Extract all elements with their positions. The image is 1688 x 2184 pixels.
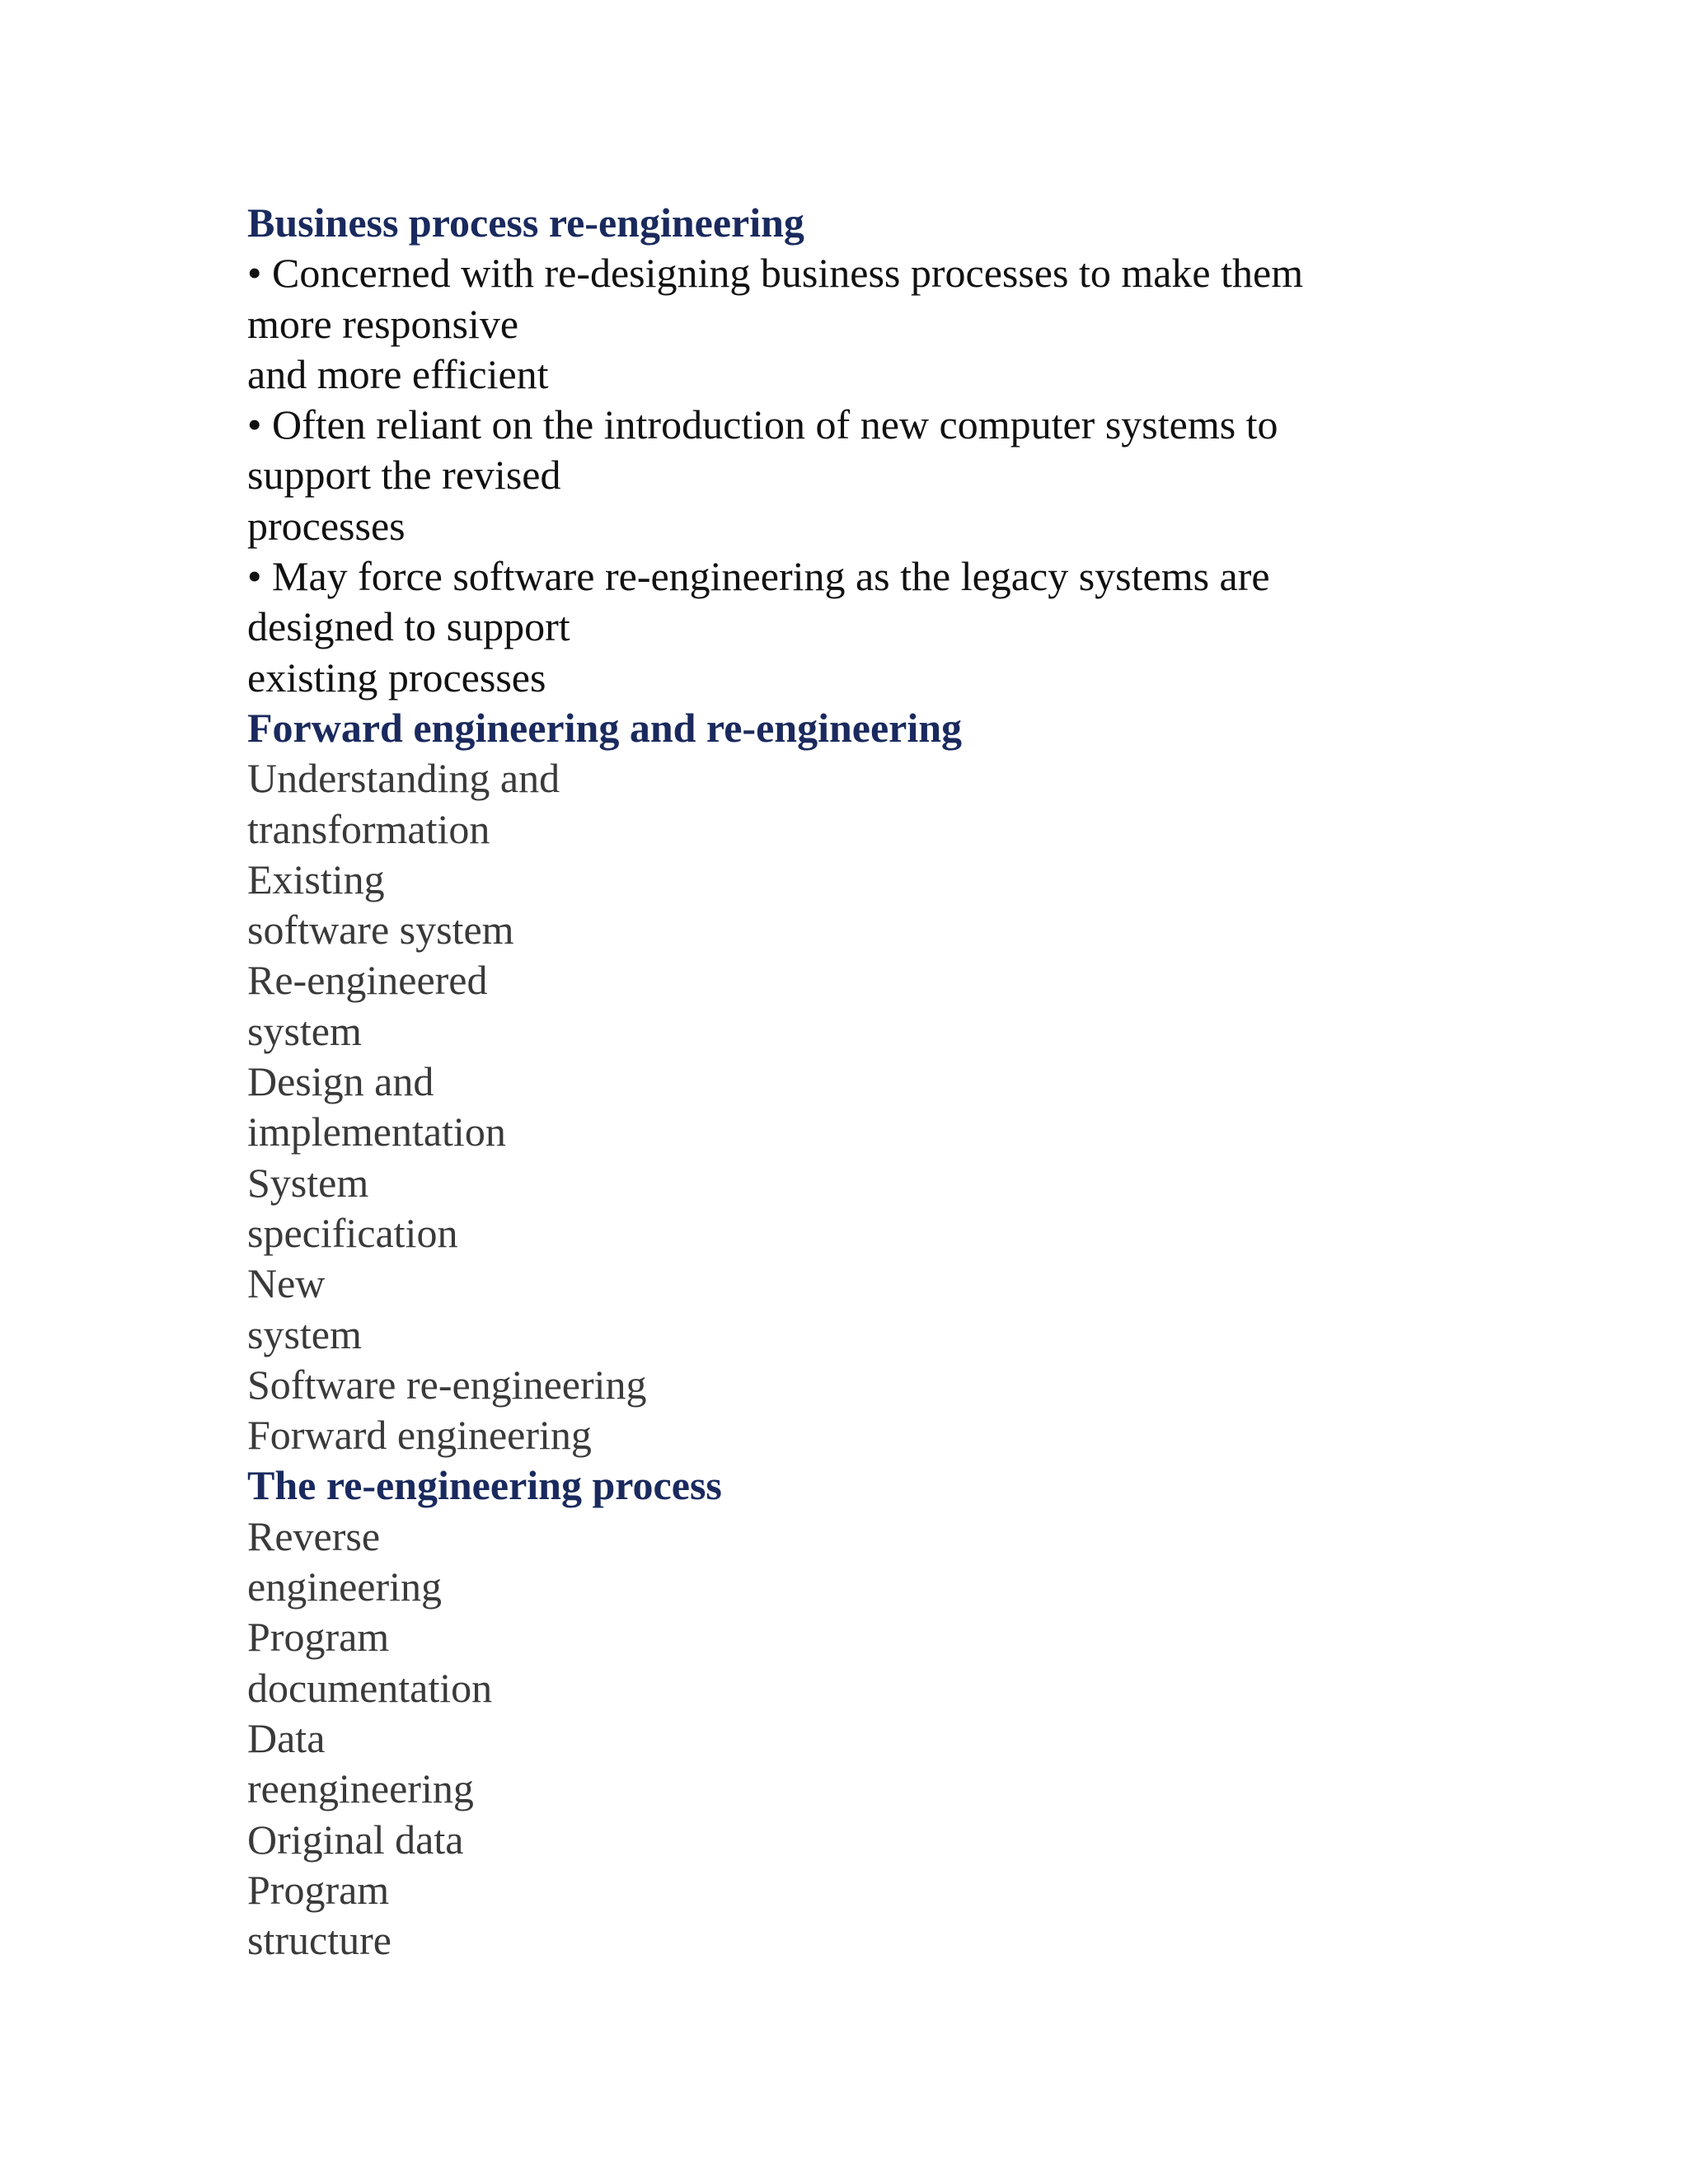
diagram-label: Software re-engineering: [247, 1361, 647, 1408]
diagram-label: New: [247, 1260, 326, 1307]
diagram-label: Original data: [247, 1816, 464, 1863]
diagram-label: Re-engineered: [247, 957, 488, 1004]
diagram-label: Program: [247, 1866, 390, 1913]
diagram-label: Existing: [247, 855, 385, 902]
bullet-line: • May force software re-engineering as the legacy systems are: [247, 553, 1270, 600]
diagram-label: Reverse: [247, 1512, 381, 1559]
text-line: more responsive: [247, 300, 519, 347]
diagram-label: Forward engineering: [247, 1412, 592, 1459]
section-heading-forward-engineering: Forward engineering and re-engineering: [247, 704, 963, 751]
diagram-label: system: [247, 1007, 362, 1054]
diagram-label: transformation: [247, 805, 490, 852]
text-line: processes: [247, 502, 406, 549]
diagram-label: system: [247, 1310, 362, 1357]
diagram-label: documentation: [247, 1664, 493, 1711]
diagram-label: specification: [247, 1209, 458, 1256]
text-line: existing processes: [247, 654, 546, 701]
diagram-label: structure: [247, 1917, 392, 1964]
diagram-label: Program: [247, 1614, 390, 1661]
diagram-label: implementation: [247, 1108, 506, 1155]
diagram-label: software system: [247, 907, 514, 954]
diagram-label: Understanding and: [247, 755, 560, 802]
diagram-label: System: [247, 1159, 369, 1206]
bullet-line: • Concerned with re-designing business processes to make them: [247, 250, 1304, 297]
diagram-label: reengineering: [247, 1765, 474, 1812]
diagram-label: Design and: [247, 1058, 434, 1105]
text-line: and more efficient: [247, 350, 549, 397]
diagram-label: engineering: [247, 1563, 443, 1610]
document-content: [247, 198, 1451, 1966]
bullet-line: • Often reliant on the introduction of new computer systems to: [247, 401, 1278, 448]
section-heading-business-process: Business process re-engineering: [247, 199, 804, 246]
section-heading-reengineering-process: The re-engineering process: [247, 1462, 722, 1509]
text-line: designed to support: [247, 603, 570, 650]
text-line: support the revised: [247, 452, 561, 499]
diagram-label: Data: [247, 1714, 326, 1761]
